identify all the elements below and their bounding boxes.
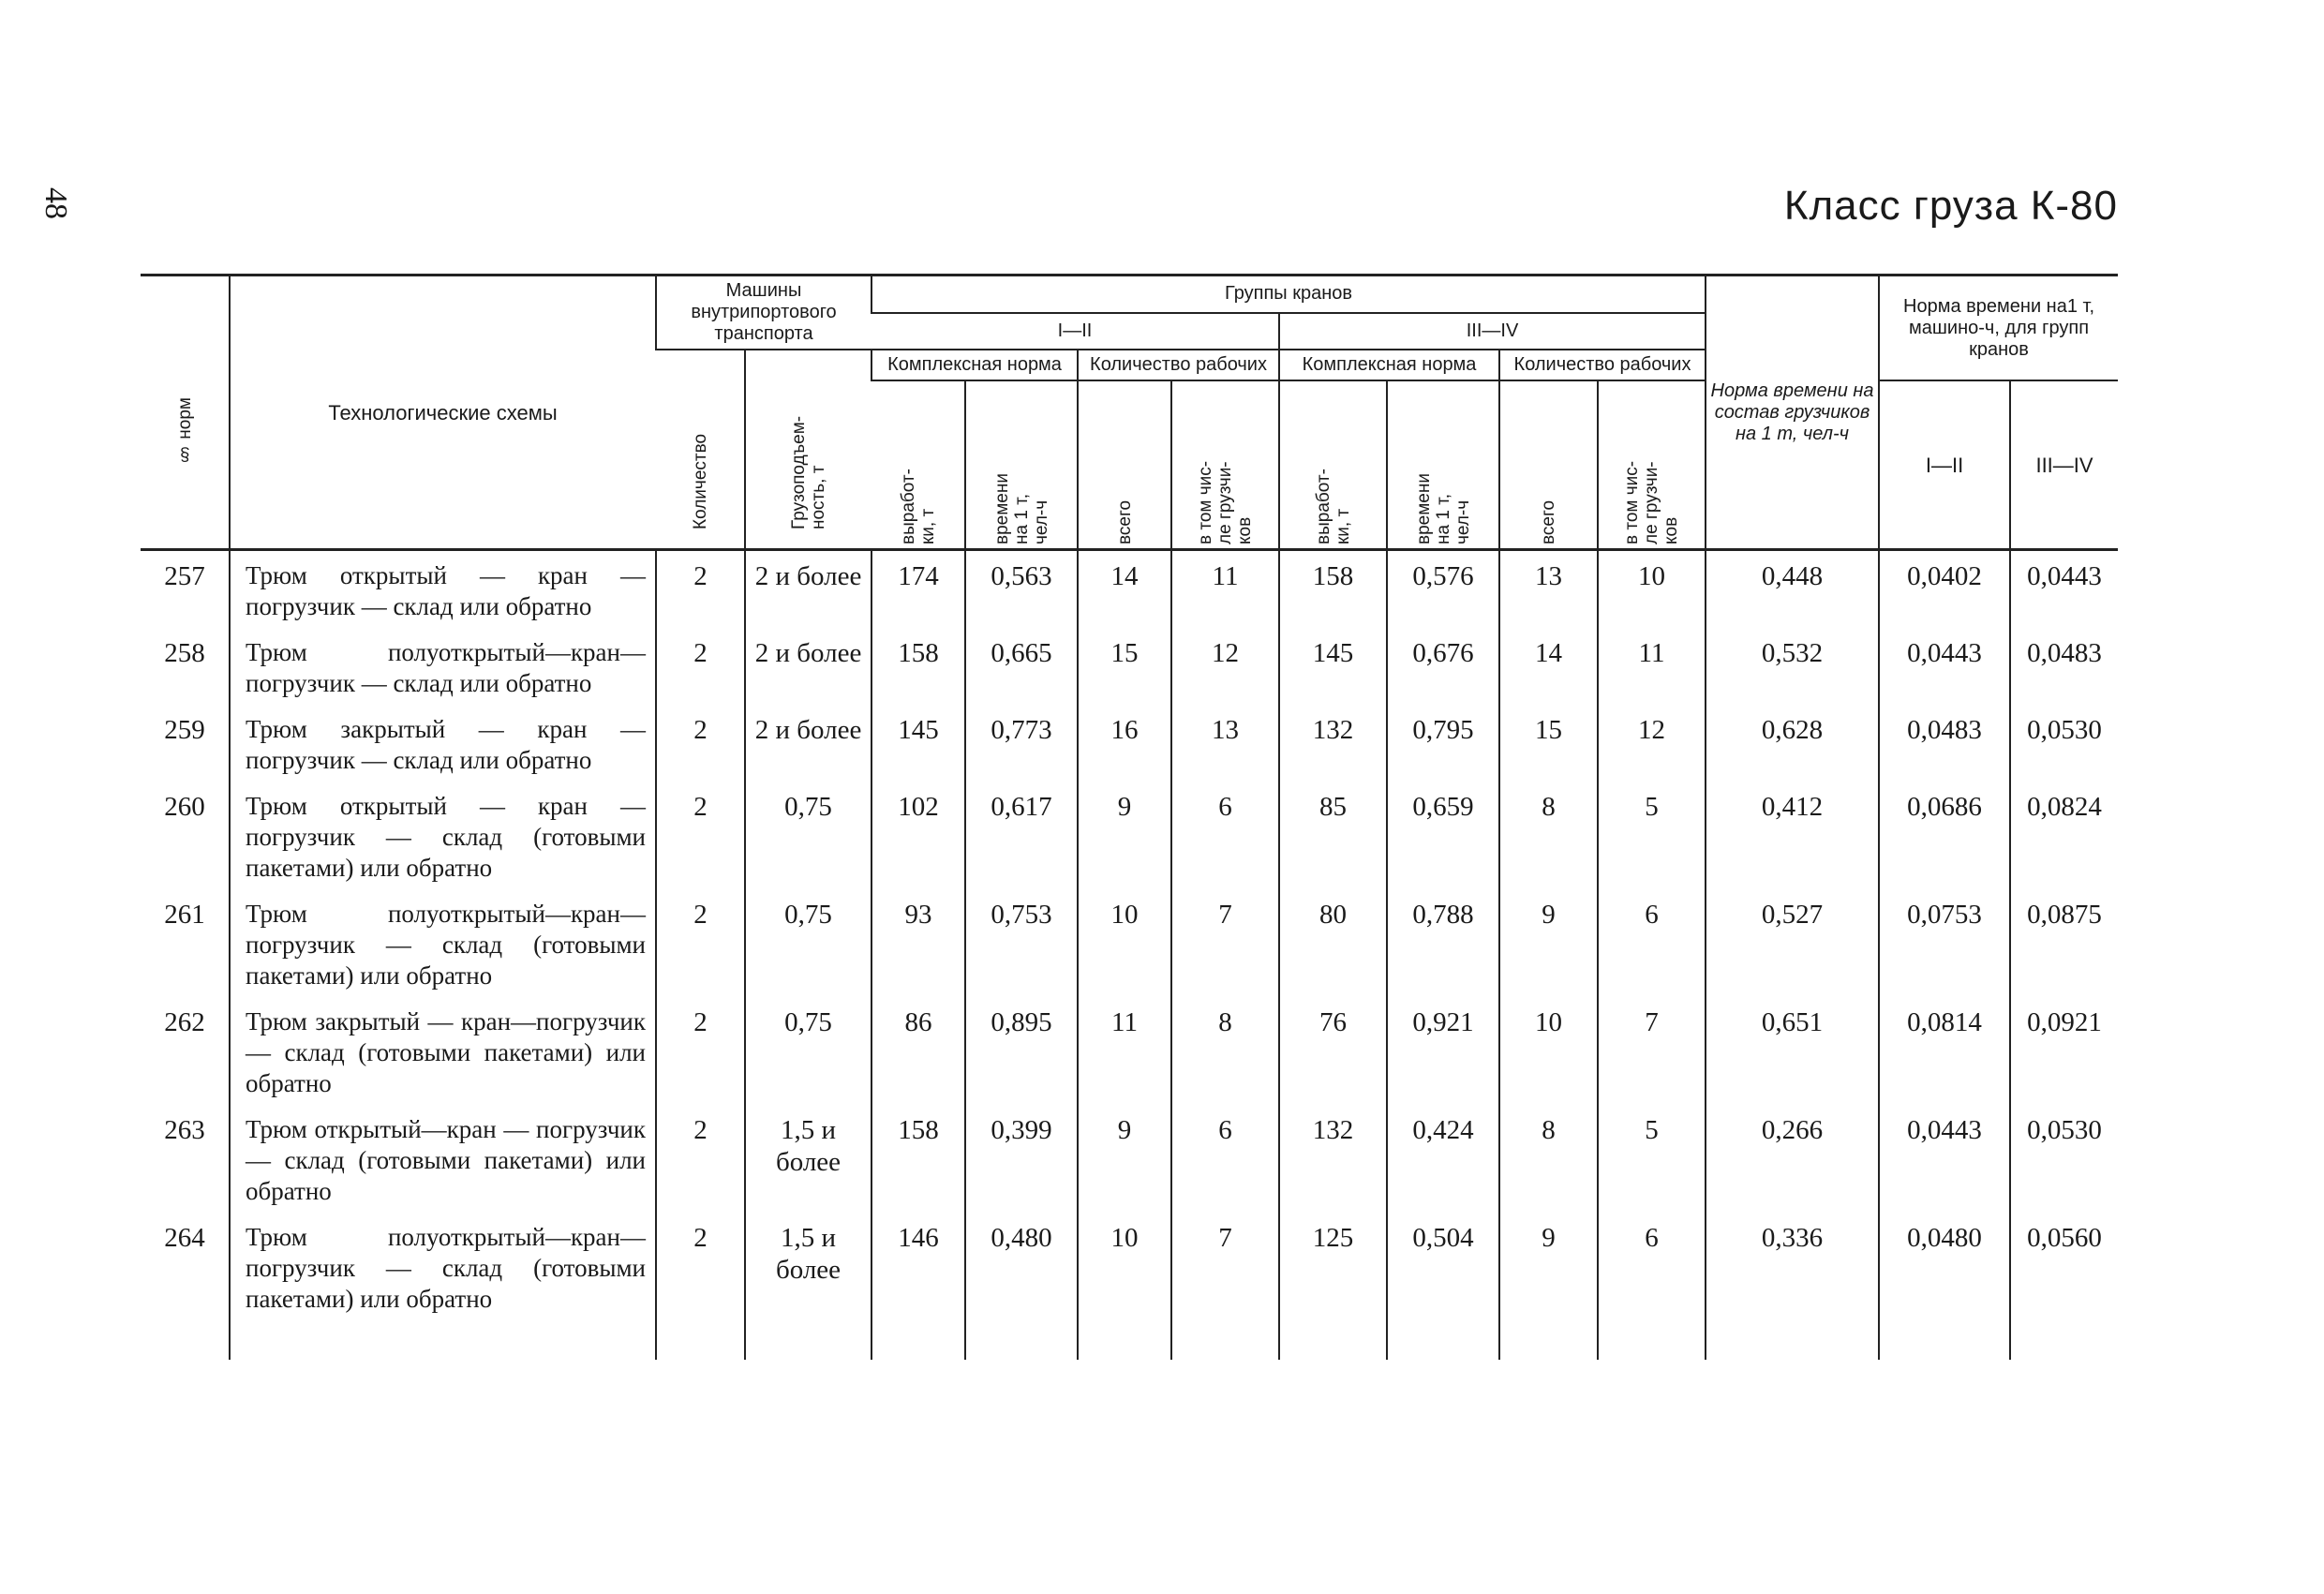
spacer-cell: [1879, 1320, 2010, 1360]
scheme-text: Трюм закрытый — кран — погрузчик — склад или обратно: [230, 705, 656, 782]
machine-norm-g1: 0,0480: [1879, 1213, 2010, 1320]
output-1-header: выработ- ки, т: [872, 380, 965, 550]
loaders-1: 6: [1171, 782, 1279, 889]
total-workers-2: 13: [1499, 550, 1598, 629]
spacer-cell: [1499, 1320, 1598, 1360]
loaders-2: 10: [1598, 550, 1706, 629]
spacer-cell: [141, 1320, 230, 1360]
norm-number-header: § норм: [141, 276, 230, 550]
loaders-2: 5: [1598, 1105, 1706, 1213]
machines-count: 2: [656, 628, 745, 705]
loaders-1: 11: [1171, 550, 1279, 629]
workers-count-1-header: Количество рабочих: [1078, 350, 1279, 380]
time-2: 0,424: [1387, 1105, 1499, 1213]
norm-number: 258: [164, 638, 205, 668]
machines-capacity: 2 и более: [745, 628, 872, 705]
norms-table: [141, 274, 2118, 1360]
machine-norm-g2: 0,0875: [2010, 889, 2118, 997]
time-1: 0,563: [965, 550, 1078, 629]
scheme-header: Технологические схемы: [230, 276, 656, 550]
machine-norm-g1: 0,0814: [1879, 997, 2010, 1105]
time-2: 0,788: [1387, 889, 1499, 997]
norm-number: 257: [164, 561, 205, 591]
norm-number: 259: [164, 715, 205, 745]
norm-number: 260: [164, 792, 205, 822]
output-2: 76: [1279, 997, 1387, 1105]
scheme-text: Трюм закрытый — кран—погрузчик — склад (готовыми пакетами) или обратно: [230, 997, 656, 1105]
loaders-1: 13: [1171, 705, 1279, 782]
machines-count: 2: [656, 1213, 745, 1320]
machine-norm-g1-header: I—II: [1879, 380, 2010, 550]
spacer-cell: [2010, 1320, 2118, 1360]
loader-norm: 0,336: [1706, 1213, 1879, 1320]
time-1: 0,617: [965, 782, 1078, 889]
output-1: 158: [872, 628, 965, 705]
output-1: 93: [872, 889, 965, 997]
loaders-2: 11: [1598, 628, 1706, 705]
total-workers-2: 10: [1499, 997, 1598, 1105]
machines-capacity: 2 и более: [745, 705, 872, 782]
total-workers-2: 8: [1499, 1105, 1598, 1213]
machine-norm-g1: 0,0483: [1879, 705, 2010, 782]
time-1: 0,773: [965, 705, 1078, 782]
machines-count: 2: [656, 705, 745, 782]
spacer-cell: [1598, 1320, 1706, 1360]
machines-capacity: 2 и более: [745, 550, 872, 629]
loader-norm: 0,266: [1706, 1105, 1879, 1213]
time-1: 0,480: [965, 1213, 1078, 1320]
total-workers-1: 14: [1078, 550, 1171, 629]
output-1: 146: [872, 1213, 965, 1320]
output-2: 132: [1279, 705, 1387, 782]
cargo-class-title: Класс груза К-80: [1783, 183, 2118, 229]
output-1: 86: [872, 997, 965, 1105]
table-row: [141, 550, 2118, 629]
norm-number: 263: [164, 1115, 205, 1145]
total-1-header: всего: [1078, 380, 1171, 550]
scheme-text: Трюм открытый — кран — погрузчик — склад (готовыми пакетами) или обратно: [230, 782, 656, 889]
table-row: [141, 1105, 2118, 1213]
output-1: 102: [872, 782, 965, 889]
machines-header: Машины внутрипортового транспорта: [656, 276, 872, 350]
time-2: 0,659: [1387, 782, 1499, 889]
scheme-text: Трюм полуоткрытый—кран—погрузчик — склад (готовыми пакетами) или обратно: [230, 889, 656, 997]
time-1-header: времени на 1 т, чел-ч: [965, 380, 1078, 550]
table-row: [141, 705, 2118, 782]
complex-norm-2-header: Комплексная норма: [1279, 350, 1499, 380]
scheme-text: Трюм полуоткрытый—кран—погрузчик — склад или обратно: [230, 628, 656, 705]
scheme-text: Трюм открытый—кран — погрузчик — склад (готовыми пакетами) или обратно: [230, 1105, 656, 1213]
machine-norm-g2-header: III—IV: [2010, 380, 2118, 550]
workers-count-2-header: Количество рабочих: [1499, 350, 1706, 380]
table-body: [141, 550, 2118, 1361]
time-1: 0,665: [965, 628, 1078, 705]
output-2: 132: [1279, 1105, 1387, 1213]
time-2: 0,504: [1387, 1213, 1499, 1320]
total-workers-1: 9: [1078, 1105, 1171, 1213]
output-2-header: выработ- ки, т: [1279, 380, 1387, 550]
loaders-1-header: в том чис- ле грузчи- ков: [1171, 380, 1279, 550]
machine-norm-g2: 0,0530: [2010, 1105, 2118, 1213]
output-1: 145: [872, 705, 965, 782]
machines-count: 2: [656, 1105, 745, 1213]
loaders-1: 6: [1171, 1105, 1279, 1213]
loaders-2-header: в том чис- ле грузчи- ков: [1598, 380, 1706, 550]
group-1-header: I—II: [872, 313, 1279, 350]
total-workers-1: 15: [1078, 628, 1171, 705]
machines-capacity: 1,5 и более: [745, 1105, 872, 1213]
machine-norm-g1: 0,0753: [1879, 889, 2010, 997]
crane-groups-header: Группы кранов: [872, 276, 1706, 313]
time-2: 0,676: [1387, 628, 1499, 705]
loader-norm-header: Норма времени на состав грузчиков на 1 т, чел-ч: [1706, 276, 1879, 550]
output-1: 174: [872, 550, 965, 629]
machine-norm-g2: 0,0443: [2010, 550, 2118, 629]
complex-norm-1-header: Комплексная норма: [872, 350, 1078, 380]
table-row: [141, 889, 2118, 997]
loader-norm: 0,448: [1706, 550, 1879, 629]
time-1: 0,895: [965, 997, 1078, 1105]
machine-norm-g1: 0,0402: [1879, 550, 2010, 629]
output-2: 158: [1279, 550, 1387, 629]
spacer-cell: [745, 1320, 872, 1360]
loader-norm: 0,527: [1706, 889, 1879, 997]
loader-norm: 0,412: [1706, 782, 1879, 889]
machines-count: 2: [656, 889, 745, 997]
loaders-1: 8: [1171, 997, 1279, 1105]
loaders-2: 12: [1598, 705, 1706, 782]
total-workers-2: 15: [1499, 705, 1598, 782]
spacer-cell: [965, 1320, 1078, 1360]
loaders-2: 7: [1598, 997, 1706, 1105]
machines-count: 2: [656, 550, 745, 629]
machine-norm-g2: 0,0921: [2010, 997, 2118, 1105]
output-2: 125: [1279, 1213, 1387, 1320]
total-workers-2: 14: [1499, 628, 1598, 705]
total-workers-2: 8: [1499, 782, 1598, 889]
machines-capacity: 0,75: [745, 782, 872, 889]
norm-number: 264: [164, 1223, 205, 1253]
total-workers-1: 9: [1078, 782, 1171, 889]
machine-norm-header: Норма времени на1 т, машино-ч, для групп кранов: [1879, 276, 2118, 381]
norm-number: 262: [164, 1007, 205, 1037]
machine-norm-g2: 0,0824: [2010, 782, 2118, 889]
spacer-cell: [1387, 1320, 1499, 1360]
spacer-cell: [1078, 1320, 1171, 1360]
machine-norm-g2: 0,0483: [2010, 628, 2118, 705]
scheme-text: Трюм открытый — кран — погрузчик — склад или обратно: [230, 550, 656, 629]
machines-capacity-header: Грузоподъем- ность, т: [745, 350, 872, 550]
page-number: 48: [38, 187, 73, 219]
total-workers-2: 9: [1499, 1213, 1598, 1320]
spacer-cell: [1171, 1320, 1279, 1360]
time-2: 0,921: [1387, 997, 1499, 1105]
total-workers-1: 10: [1078, 1213, 1171, 1320]
table-row: [141, 782, 2118, 889]
table-end-spacer: [141, 1320, 2118, 1360]
machines-count: 2: [656, 997, 745, 1105]
machines-capacity: 1,5 и более: [745, 1213, 872, 1320]
loaders-1: 7: [1171, 1213, 1279, 1320]
loader-norm: 0,532: [1706, 628, 1879, 705]
total-workers-1: 16: [1078, 705, 1171, 782]
loaders-1: 12: [1171, 628, 1279, 705]
table-row: [141, 1213, 2118, 1320]
spacer-cell: [1706, 1320, 1879, 1360]
loader-norm: 0,651: [1706, 997, 1879, 1105]
machine-norm-g2: 0,0560: [2010, 1213, 2118, 1320]
machine-norm-g1: 0,0443: [1879, 1105, 2010, 1213]
machines-count-header: Количество: [656, 350, 745, 550]
spacer-cell: [1279, 1320, 1387, 1360]
spacer-cell: [230, 1320, 656, 1360]
group-2-header: III—IV: [1279, 313, 1706, 350]
table-header: [141, 276, 2118, 550]
total-workers-1: 10: [1078, 889, 1171, 997]
total-2-header: всего: [1499, 380, 1598, 550]
output-2: 145: [1279, 628, 1387, 705]
loaders-2: 6: [1598, 889, 1706, 997]
spacer-cell: [656, 1320, 745, 1360]
spacer-cell: [872, 1320, 965, 1360]
machine-norm-g1: 0,0686: [1879, 782, 2010, 889]
time-1: 0,399: [965, 1105, 1078, 1213]
machine-norm-g2: 0,0530: [2010, 705, 2118, 782]
output-2: 85: [1279, 782, 1387, 889]
total-workers-2: 9: [1499, 889, 1598, 997]
time-1: 0,753: [965, 889, 1078, 997]
loaders-1: 7: [1171, 889, 1279, 997]
output-1: 158: [872, 1105, 965, 1213]
loader-norm: 0,628: [1706, 705, 1879, 782]
total-workers-1: 11: [1078, 997, 1171, 1105]
output-2: 80: [1279, 889, 1387, 997]
machines-capacity: 0,75: [745, 889, 872, 997]
norm-number: 261: [164, 900, 205, 930]
machine-norm-g1: 0,0443: [1879, 628, 2010, 705]
machines-count: 2: [656, 782, 745, 889]
table-row: [141, 628, 2118, 705]
time-2-header: времени на 1 т, чел-ч: [1387, 380, 1499, 550]
time-2: 0,795: [1387, 705, 1499, 782]
time-2: 0,576: [1387, 550, 1499, 629]
scheme-text: Трюм полуоткрытый—кран—погрузчик — склад (готовыми пакетами) или обратно: [230, 1213, 656, 1320]
loaders-2: 6: [1598, 1213, 1706, 1320]
table-row: [141, 997, 2118, 1105]
machines-capacity: 0,75: [745, 997, 872, 1105]
loaders-2: 5: [1598, 782, 1706, 889]
